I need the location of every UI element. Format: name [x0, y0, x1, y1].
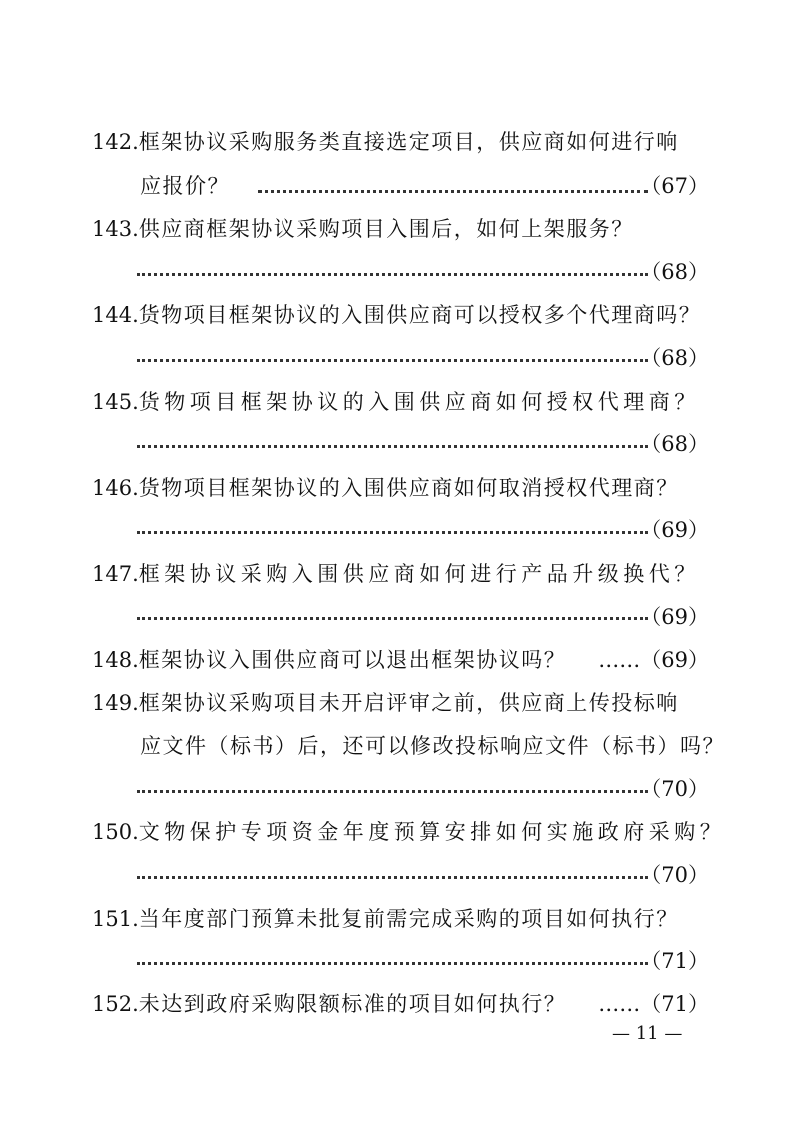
toc-entry-145-title	[92, 388, 700, 416]
toc-entry-page: （71）	[640, 949, 709, 973]
toc-entry-146-title	[92, 474, 679, 502]
toc-entry-title: 框架协议采购服务类直接选定项目，供应商如何进行响	[138, 130, 679, 154]
toc-entry-number: 142.	[92, 130, 139, 154]
toc-leader-dots	[137, 269, 648, 276]
toc-entry-151-title	[92, 905, 679, 933]
toc-entry-number: 152.	[92, 992, 139, 1016]
toc-entry-149-title	[92, 689, 679, 717]
toc-entry-149-title-cont: 应文件（标书）后，还可以修改投标响应文件（标书）吗？	[140, 734, 725, 758]
toc-entry-title: 货物项目框架协议的入围供应商如何授权代理商？	[138, 390, 700, 414]
page-number: — 11 —	[612, 1023, 683, 1044]
toc-leader-dots	[137, 527, 648, 534]
toc-entry-150-title	[92, 818, 725, 846]
toc-entry-page: （68）	[640, 432, 709, 456]
toc-entry-152-title	[92, 990, 566, 1018]
toc-entry-title: 框架协议入围供应商可以退出框架协议吗？	[138, 648, 567, 672]
toc-entry-page: （69）	[640, 518, 709, 542]
toc-entry-title: 文物保护专项资金年度预算安排如何实施政府采购？	[138, 820, 726, 844]
toc-entry-page: （68）	[640, 260, 709, 284]
toc-entry-number: 145.	[92, 390, 139, 414]
toc-entry-number: 148.	[92, 648, 139, 672]
toc-entry-page: （69）	[640, 605, 709, 629]
toc-entry-148-title	[92, 646, 566, 674]
toc-entry-title: 供应商框架协议采购项目入围后，如何上架服务？	[138, 217, 634, 241]
toc-entry-number: 150.	[92, 820, 139, 844]
toc-entry-number: 147.	[92, 562, 139, 586]
toc-entry-number: 143.	[92, 217, 139, 241]
toc-entry-147-title	[92, 560, 700, 588]
toc-entry-page: （68）	[640, 346, 709, 370]
toc-entry-page: （71）	[640, 992, 709, 1016]
toc-leader-dots	[137, 872, 648, 879]
toc-leader-dots	[137, 441, 648, 448]
toc-entry-number: 144.	[92, 303, 139, 327]
toc-entry-page: （67）	[640, 174, 709, 198]
toc-entry-title: 货物项目框架协议的入围供应商如何取消授权代理商？	[138, 476, 679, 500]
toc-entry-page: （69）	[640, 648, 709, 672]
toc-entry-143-title	[92, 215, 634, 243]
toc-leader-dots	[137, 958, 648, 965]
toc-leader-dots	[137, 613, 648, 620]
toc-leader-ellipsis: ……	[598, 648, 641, 672]
toc-entry-page: （70）	[640, 863, 709, 887]
toc-entry-144-title	[92, 301, 701, 329]
toc-entry-number: 151.	[92, 907, 139, 931]
toc-leader-dots	[258, 186, 648, 193]
toc-entry-title: 框架协议采购入围供应商如何进行产品升级换代？	[138, 562, 700, 586]
toc-leader-dots	[137, 355, 648, 362]
toc-entry-page-with-leader	[598, 990, 709, 1018]
toc-entry-title: 未达到政府采购限额标准的项目如何执行？	[138, 992, 567, 1016]
toc-leader-dots	[137, 786, 648, 793]
toc-entry-number: 146.	[92, 476, 139, 500]
toc-entry-page-with-leader	[598, 646, 709, 674]
toc-entry-142-title-cont: 应报价？	[140, 174, 230, 198]
toc-entry-number: 149.	[92, 691, 139, 715]
toc-entry-142-title	[92, 128, 679, 156]
toc-entry-title: 当年度部门预算未批复前需完成采购的项目如何执行？	[138, 907, 679, 931]
toc-entry-title: 货物项目框架协议的入围供应商可以授权多个代理商吗？	[138, 303, 702, 327]
toc-entry-title: 框架协议采购项目未开启评审之前，供应商上传投标响	[138, 691, 679, 715]
toc-entry-page: （70）	[640, 777, 709, 801]
toc-leader-ellipsis: ……	[598, 992, 641, 1016]
